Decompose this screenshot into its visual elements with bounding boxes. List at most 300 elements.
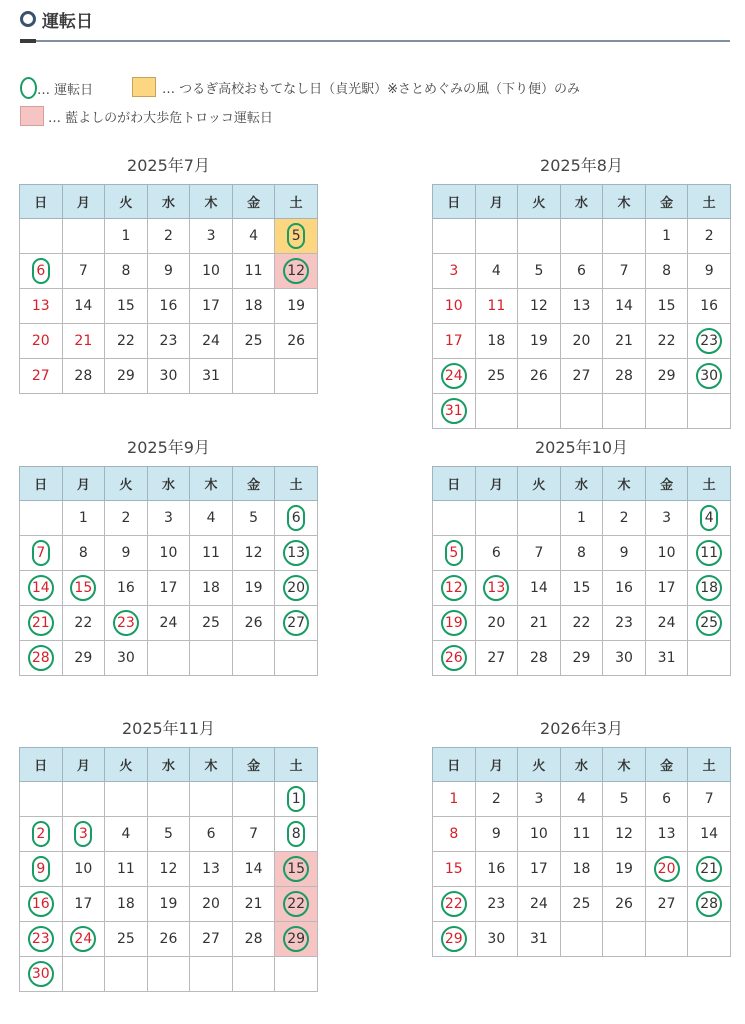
operating-day-marker: 9 — [32, 856, 50, 882]
day-cell — [20, 359, 63, 394]
weekday-header: 土 — [688, 467, 731, 501]
day-number: 2 — [164, 228, 173, 244]
day-cell — [20, 887, 63, 922]
day-cell — [105, 324, 148, 359]
calendar-2025-07 — [19, 154, 318, 394]
day-cell — [560, 782, 603, 817]
day-number: 31 — [529, 931, 548, 947]
empty-day-cell — [232, 782, 275, 817]
operating-day-marker: 1 — [287, 786, 305, 812]
day-number: 14 — [244, 861, 263, 877]
weekday-header: 水 — [560, 467, 603, 501]
empty-day-cell — [20, 782, 63, 817]
empty-day-cell — [475, 501, 518, 536]
day-cell — [688, 324, 731, 359]
day-number: 25 — [487, 368, 506, 384]
day-cell — [475, 536, 518, 571]
day-number: 6 — [206, 826, 216, 842]
day-cell — [20, 324, 63, 359]
operating-day-marker: 25 — [696, 610, 722, 636]
day-number: 9 — [164, 263, 173, 279]
day-number: 29 — [116, 368, 135, 384]
operating-day-marker: 23 — [696, 328, 722, 354]
day-cell — [433, 606, 476, 641]
day-cell — [688, 219, 731, 254]
day-number: 21 — [244, 896, 263, 912]
day-cell — [518, 852, 561, 887]
day-number: 13 — [202, 861, 220, 877]
week-row — [433, 359, 731, 394]
day-cell — [433, 852, 476, 887]
day-cell — [20, 536, 63, 571]
day-cell — [688, 782, 731, 817]
day-number: 11 — [487, 298, 506, 314]
page-title: 運転日 — [42, 11, 93, 32]
day-number: 12 — [615, 826, 633, 842]
calendar-title: 2025年10月 — [534, 438, 629, 457]
operating-day-marker: 22 — [283, 891, 309, 917]
day-cell — [275, 254, 318, 289]
weekday-header: 月 — [475, 467, 518, 501]
day-cell — [232, 501, 275, 536]
weekday-header: 金 — [645, 748, 688, 782]
weekday-header: 木 — [190, 748, 233, 782]
week-row — [433, 782, 731, 817]
operating-day-marker: 6 — [32, 258, 50, 284]
green-oval-icon — [20, 77, 37, 99]
day-number: 13 — [31, 298, 50, 314]
week-row — [20, 957, 318, 992]
operating-day-marker: 2 — [32, 821, 50, 847]
operating-day-marker: 3 — [74, 821, 92, 847]
day-cell — [433, 641, 476, 676]
week-row — [433, 606, 731, 641]
day-cell — [275, 922, 318, 957]
day-number: 19 — [159, 896, 178, 912]
weekday-header-row — [433, 467, 731, 501]
day-cell — [645, 606, 688, 641]
day-number: 27 — [572, 368, 591, 384]
day-number: 30 — [159, 368, 178, 384]
day-number: 18 — [572, 861, 591, 877]
weekday-header: 日 — [433, 748, 476, 782]
operating-day-marker: 23 — [113, 610, 139, 636]
day-cell — [275, 289, 318, 324]
day-number: 17 — [74, 896, 93, 912]
day-number: 7 — [534, 545, 544, 561]
weekday-header: 水 — [560, 185, 603, 219]
week-row — [433, 324, 731, 359]
day-number: 31 — [202, 368, 220, 384]
day-number: 27 — [657, 896, 676, 912]
weekday-header: 水 — [147, 748, 190, 782]
day-number: 1 — [121, 228, 131, 244]
day-cell — [645, 359, 688, 394]
week-row — [433, 219, 731, 254]
operating-day-marker: 15 — [283, 856, 309, 882]
weekday-header: 火 — [518, 185, 561, 219]
day-cell — [190, 501, 233, 536]
day-cell — [147, 852, 190, 887]
day-number: 13 — [572, 298, 591, 314]
day-number: 7 — [704, 791, 714, 807]
day-number: 10 — [529, 826, 548, 842]
day-cell — [518, 359, 561, 394]
day-number: 28 — [615, 368, 633, 384]
day-cell — [475, 852, 518, 887]
day-number: 30 — [615, 650, 633, 666]
weekday-header: 水 — [147, 467, 190, 501]
day-cell — [688, 536, 731, 571]
day-cell — [433, 394, 476, 429]
day-cell — [105, 254, 148, 289]
day-number: 15 — [444, 861, 463, 877]
day-number: 26 — [615, 896, 633, 912]
day-cell — [475, 359, 518, 394]
day-cell — [105, 289, 148, 324]
day-cell — [62, 852, 105, 887]
day-cell — [20, 571, 63, 606]
empty-day-cell — [20, 219, 63, 254]
day-cell — [518, 571, 561, 606]
day-cell — [147, 289, 190, 324]
operating-day-marker: 28 — [28, 645, 54, 671]
empty-day-cell — [475, 219, 518, 254]
day-number: 10 — [74, 861, 93, 877]
day-cell — [688, 852, 731, 887]
operating-day-marker: 18 — [696, 575, 722, 601]
day-number: 26 — [287, 333, 306, 349]
week-row — [20, 571, 318, 606]
day-number: 2 — [704, 228, 714, 244]
day-number: 8 — [662, 263, 672, 279]
day-number: 9 — [491, 826, 501, 842]
day-number: 21 — [529, 615, 548, 631]
day-cell — [232, 887, 275, 922]
day-number: 24 — [202, 333, 220, 349]
day-number: 29 — [657, 368, 676, 384]
day-number: 4 — [206, 510, 216, 526]
operating-day-marker: 31 — [441, 398, 467, 424]
day-cell — [603, 289, 646, 324]
day-cell — [433, 817, 476, 852]
day-cell — [232, 324, 275, 359]
day-cell — [603, 254, 646, 289]
day-cell — [560, 536, 603, 571]
day-number: 7 — [78, 263, 88, 279]
day-number: 20 — [487, 615, 506, 631]
day-number: 27 — [202, 931, 220, 947]
day-number: 30 — [487, 931, 506, 947]
operating-day-marker: 27 — [283, 610, 309, 636]
day-cell — [232, 254, 275, 289]
week-row — [433, 817, 731, 852]
day-cell — [20, 289, 63, 324]
day-cell — [433, 887, 476, 922]
day-number: 25 — [244, 333, 263, 349]
weekday-header: 日 — [433, 185, 476, 219]
empty-day-cell — [62, 782, 105, 817]
day-number: 8 — [449, 826, 459, 842]
weekday-header: 火 — [105, 467, 148, 501]
day-cell — [560, 324, 603, 359]
day-cell — [20, 641, 63, 676]
day-cell — [275, 501, 318, 536]
operating-day-marker: 16 — [28, 891, 54, 917]
day-cell — [603, 501, 646, 536]
empty-day-cell — [518, 501, 561, 536]
operating-day-marker: 15 — [70, 575, 96, 601]
day-cell — [190, 606, 233, 641]
weekday-header: 火 — [518, 467, 561, 501]
day-cell — [560, 359, 603, 394]
day-cell — [518, 254, 561, 289]
day-number: 8 — [78, 545, 88, 561]
day-cell — [475, 324, 518, 359]
day-cell — [645, 219, 688, 254]
day-number: 9 — [619, 545, 629, 561]
empty-day-cell — [603, 219, 646, 254]
day-cell — [603, 782, 646, 817]
weekday-header: 木 — [603, 467, 646, 501]
day-number: 18 — [244, 298, 263, 314]
day-cell — [518, 641, 561, 676]
day-cell — [232, 817, 275, 852]
day-cell — [62, 324, 105, 359]
day-cell — [475, 606, 518, 641]
day-cell — [275, 782, 318, 817]
day-cell — [232, 536, 275, 571]
day-number: 10 — [159, 545, 178, 561]
day-number: 4 — [491, 263, 501, 279]
day-number: 3 — [449, 263, 459, 279]
day-number: 22 — [657, 333, 676, 349]
day-cell — [62, 922, 105, 957]
empty-day-cell — [688, 922, 731, 957]
week-row — [20, 641, 318, 676]
day-cell — [190, 324, 233, 359]
yellow-swatch-icon — [132, 77, 156, 97]
week-row — [433, 501, 731, 536]
empty-day-cell — [275, 641, 318, 676]
week-row — [20, 606, 318, 641]
operating-day-marker: 7 — [32, 540, 50, 566]
day-cell — [105, 571, 148, 606]
day-cell — [275, 219, 318, 254]
day-number: 1 — [662, 228, 672, 244]
day-cell — [232, 289, 275, 324]
day-cell — [603, 852, 646, 887]
day-cell — [190, 536, 233, 571]
day-cell — [603, 536, 646, 571]
legend-operating-day-text: … 運転日 — [37, 82, 94, 98]
day-number: 16 — [700, 298, 719, 314]
day-number: 4 — [121, 826, 131, 842]
day-number: 19 — [615, 861, 633, 877]
operating-day-marker: 24 — [441, 363, 467, 389]
operating-day-marker: 30 — [28, 961, 54, 987]
day-cell — [560, 887, 603, 922]
empty-day-cell — [275, 359, 318, 394]
week-row — [20, 817, 318, 852]
day-number: 6 — [491, 545, 501, 561]
day-number: 28 — [529, 650, 548, 666]
day-number: 11 — [202, 545, 220, 561]
weekday-header-row — [433, 185, 731, 219]
day-cell — [645, 887, 688, 922]
day-number: 1 — [78, 510, 88, 526]
weekday-header: 土 — [275, 748, 318, 782]
day-number: 23 — [615, 615, 633, 631]
day-number: 17 — [657, 580, 676, 596]
day-cell — [147, 536, 190, 571]
day-cell — [475, 571, 518, 606]
week-row — [433, 922, 731, 957]
operating-day-marker: 8 — [287, 821, 305, 847]
legend-tsurugi-day — [132, 77, 580, 97]
operating-day-marker: 5 — [287, 223, 305, 249]
day-number: 23 — [159, 333, 178, 349]
legend-tsurugi-day-text: … つるぎ高校おもてなし日（貞光駅）※さとめぐみの風（下り便）のみ — [162, 81, 581, 97]
day-cell — [475, 887, 518, 922]
day-number: 3 — [662, 510, 672, 526]
weekday-header: 日 — [20, 185, 63, 219]
day-number: 18 — [202, 580, 220, 596]
week-row — [433, 254, 731, 289]
day-cell — [105, 359, 148, 394]
day-number: 2 — [491, 791, 501, 807]
weekday-header: 水 — [560, 748, 603, 782]
week-row — [20, 887, 318, 922]
day-cell — [688, 289, 731, 324]
weekday-header: 日 — [20, 467, 63, 501]
operating-day-marker: 19 — [441, 610, 467, 636]
empty-day-cell — [475, 394, 518, 429]
day-number: 5 — [164, 826, 173, 842]
day-number: 19 — [287, 298, 306, 314]
day-number: 14 — [74, 298, 93, 314]
day-number: 5 — [249, 510, 259, 526]
weekday-header: 月 — [62, 185, 105, 219]
day-cell — [433, 571, 476, 606]
weekday-header: 火 — [105, 748, 148, 782]
weekday-header: 日 — [20, 748, 63, 782]
day-cell — [688, 501, 731, 536]
day-cell — [475, 289, 518, 324]
week-row — [20, 782, 318, 817]
day-cell — [147, 324, 190, 359]
weekday-header: 月 — [475, 748, 518, 782]
day-number: 6 — [577, 263, 586, 279]
day-cell — [275, 571, 318, 606]
day-cell — [105, 852, 148, 887]
day-cell — [645, 782, 688, 817]
day-cell — [645, 571, 688, 606]
day-number: 25 — [116, 931, 135, 947]
day-number: 28 — [244, 931, 263, 947]
day-number: 2 — [619, 510, 629, 526]
day-number: 7 — [249, 826, 259, 842]
empty-day-cell — [433, 219, 476, 254]
operating-day-marker: 14 — [28, 575, 54, 601]
day-cell — [560, 289, 603, 324]
day-cell — [105, 501, 148, 536]
operating-day-marker: 12 — [283, 258, 309, 284]
calendar-title: 2026年3月 — [540, 719, 623, 738]
weekday-header-row — [433, 748, 731, 782]
operating-day-marker: 29 — [441, 926, 467, 952]
day-cell — [62, 571, 105, 606]
day-number: 12 — [529, 298, 548, 314]
empty-day-cell — [645, 922, 688, 957]
weekday-header: 土 — [275, 185, 318, 219]
day-number: 17 — [444, 333, 463, 349]
day-cell — [688, 254, 731, 289]
day-cell — [603, 571, 646, 606]
day-cell — [433, 324, 476, 359]
calendar-2025-08 — [432, 154, 731, 429]
day-number: 23 — [487, 896, 506, 912]
day-cell — [518, 887, 561, 922]
week-row — [20, 501, 318, 536]
weekday-header: 水 — [147, 185, 190, 219]
empty-day-cell — [147, 782, 190, 817]
day-cell — [688, 817, 731, 852]
day-number: 21 — [615, 333, 633, 349]
calendar-grid — [432, 747, 731, 957]
day-cell — [105, 219, 148, 254]
day-cell — [560, 254, 603, 289]
day-number: 8 — [577, 545, 586, 561]
calendar-2026-03 — [432, 717, 731, 957]
pink-swatch-icon — [20, 106, 44, 126]
operating-day-marker: 12 — [441, 575, 467, 601]
week-row — [433, 641, 731, 676]
day-cell — [518, 289, 561, 324]
operating-day-marker: 20 — [654, 856, 680, 882]
empty-day-cell — [603, 922, 646, 957]
day-cell — [62, 817, 105, 852]
divider-accent — [20, 39, 36, 43]
week-row — [20, 324, 318, 359]
weekday-header: 月 — [62, 467, 105, 501]
day-number: 14 — [615, 298, 633, 314]
day-cell — [560, 852, 603, 887]
operating-day-marker: 30 — [696, 363, 722, 389]
day-number: 18 — [116, 896, 135, 912]
day-number: 12 — [159, 861, 178, 877]
day-cell — [433, 289, 476, 324]
day-cell — [433, 254, 476, 289]
day-cell — [62, 359, 105, 394]
day-cell — [433, 536, 476, 571]
day-number: 16 — [487, 861, 506, 877]
calendar-grid — [19, 466, 318, 676]
legend-torokko-day — [20, 106, 273, 126]
operating-day-marker: 4 — [700, 505, 718, 531]
day-cell — [603, 324, 646, 359]
empty-day-cell — [105, 782, 148, 817]
day-cell — [232, 606, 275, 641]
day-cell — [232, 571, 275, 606]
day-cell — [232, 219, 275, 254]
day-number: 4 — [577, 791, 586, 807]
day-cell — [433, 922, 476, 957]
weekday-header: 日 — [433, 467, 476, 501]
day-cell — [190, 817, 233, 852]
day-number: 24 — [529, 896, 548, 912]
operating-day-marker: 21 — [696, 856, 722, 882]
